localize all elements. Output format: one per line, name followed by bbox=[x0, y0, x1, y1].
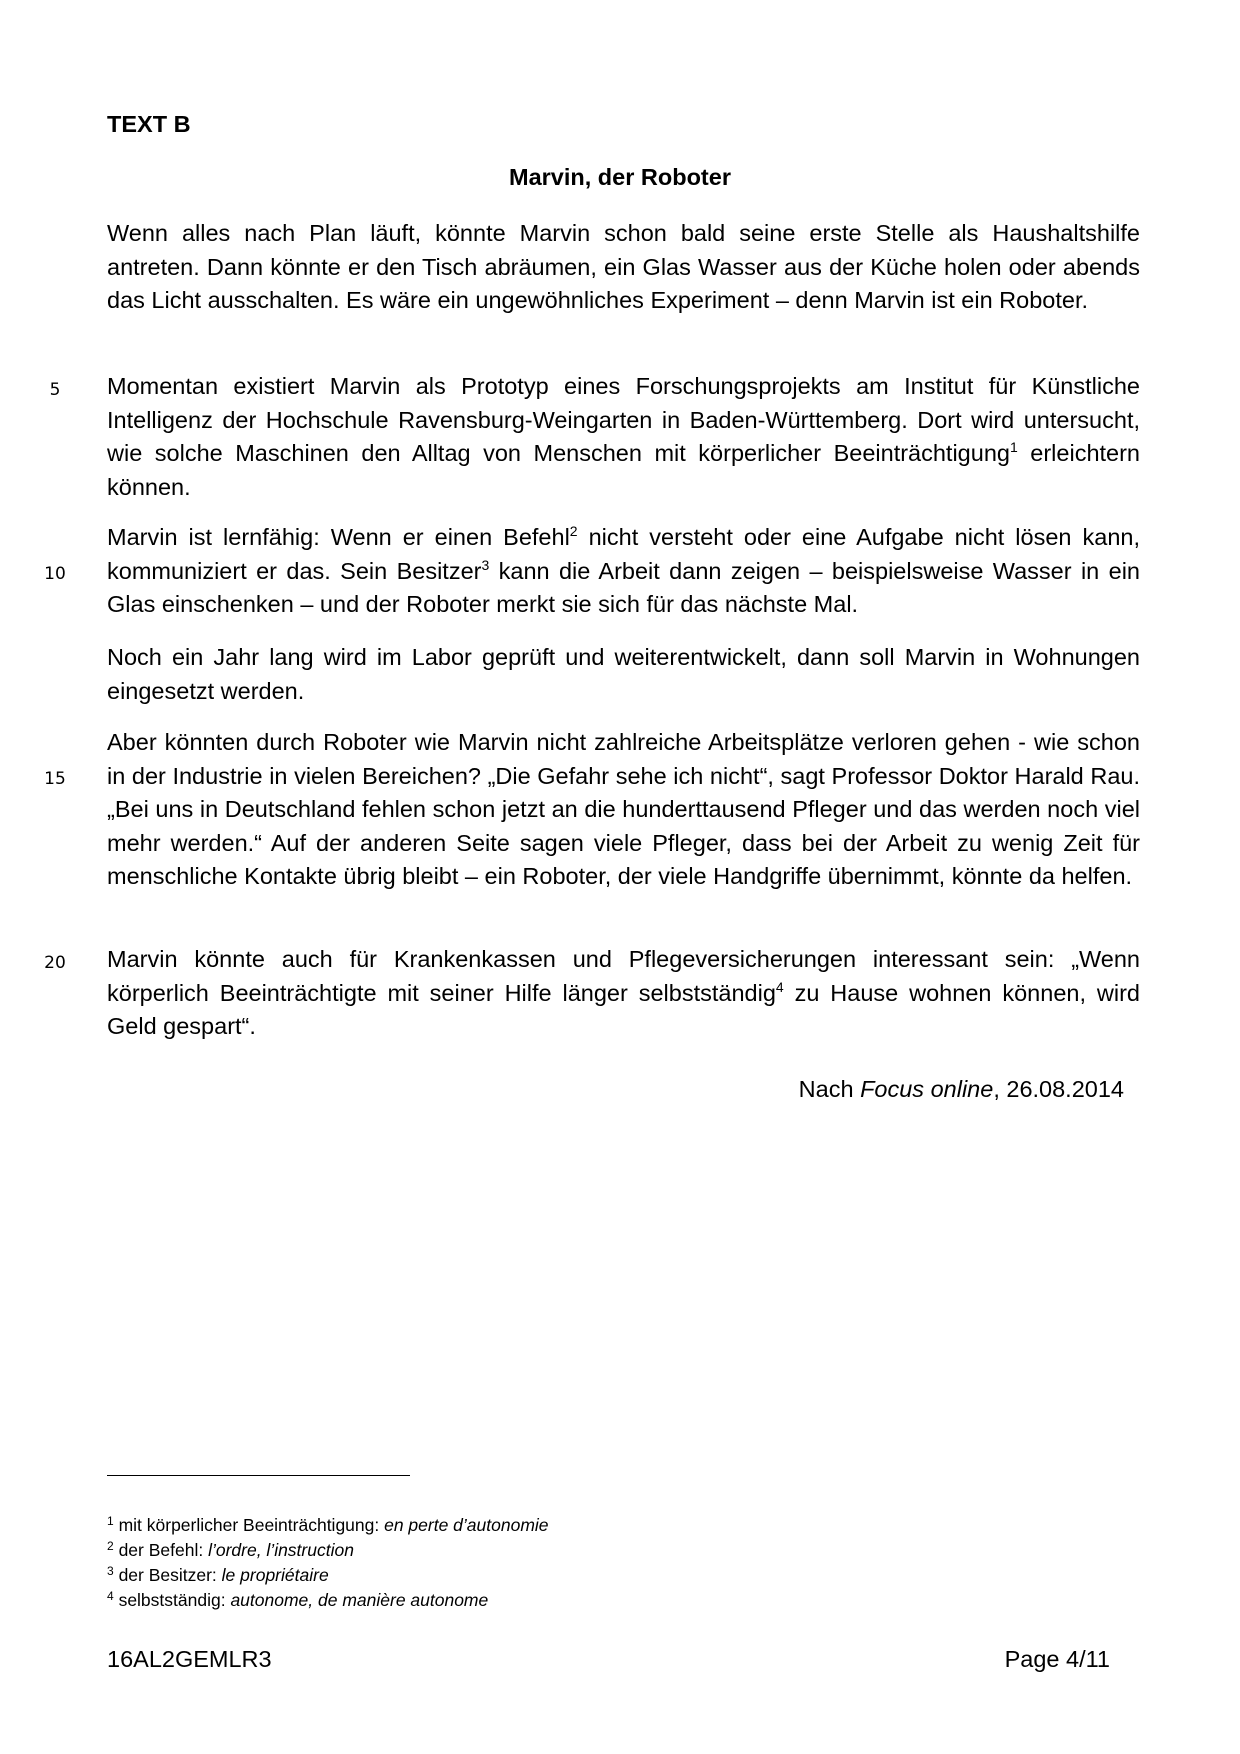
document-code: 16AL2GEMLR3 bbox=[107, 1646, 272, 1672]
source-prefix: Nach bbox=[798, 1076, 861, 1102]
paragraph-2 bbox=[107, 370, 1140, 504]
footnote-4 bbox=[107, 1588, 549, 1613]
line-number-15: 15 bbox=[44, 769, 66, 789]
paragraph-3 bbox=[107, 521, 1140, 622]
article-title: Marvin, der Roboter bbox=[509, 164, 731, 190]
paragraph-1: Wenn alles nach Plan läuft, könnte Marvin schon bald seine erste Stelle als Haushaltshilfe antreten. Dann könnte er den Tisch abräumen, ein Glas Wasser aus der Küche holen oder abends das Licht ausschalten. Es wäre ein ungewöhnliches Experiment – denn Marvin ist ein Roboter. bbox=[107, 220, 1140, 313]
paragraph-6 bbox=[107, 943, 1140, 1044]
paragraph-3-text-c: kann die Arbeit dann zeigen – beispielsweise Wasser in ein Glas einschenken – und der Roboter merkt sie sich für das nächste Mal. bbox=[107, 557, 1140, 617]
footnote-divider bbox=[107, 1475, 410, 1476]
footnote-number: 4 bbox=[107, 1589, 114, 1603]
footnote-number: 1 bbox=[107, 1514, 114, 1528]
footnote-translation: en perte d’autonomie bbox=[384, 1515, 549, 1535]
paragraph-4: Noch ein Jahr lang wird im Labor geprüft und weiterentwickelt, dann soll Marvin in Wohnungen eingesetzt werden. bbox=[107, 644, 1140, 704]
footnote-number: 3 bbox=[107, 1564, 114, 1578]
line-number-10: 10 bbox=[44, 564, 66, 584]
paragraph-3-text-b: nicht versteht oder eine Aufgabe nicht lösen kann, kommuniziert er das. Sein Besitzer bbox=[107, 524, 1140, 584]
source-citation bbox=[107, 1076, 1124, 1103]
footnote-marker-3: 3 bbox=[481, 556, 490, 573]
section-label: TEXT B bbox=[107, 111, 191, 137]
footnote-marker-4: 4 bbox=[775, 978, 784, 995]
page-number: Page 4/11 bbox=[1004, 1646, 1110, 1672]
footnote-term: der Besitzer: bbox=[118, 1565, 222, 1585]
line-number-5: 5 bbox=[49, 380, 61, 400]
paragraph-3-text-a: Marvin ist lernfähig: Wenn er einen Befehl bbox=[107, 524, 570, 550]
paragraph-5: Aber könnten durch Roboter wie Marvin nicht zahlreiche Arbeitsplätze verloren gehen - wie schon in der Industrie in vielen Bereichen? „Die Gefahr sehe ich nicht“, sagt Professor Doktor Harald Rau. „Bei uns in Deutschland fehlen schon jetzt an die hunderttausend Pfleger und das werden noch viel mehr werden.“ Auf der anderen Seite sagen viele Pfleger, dass bei der Arbeit zu wenig Zeit für menschliche Kontakte übrig bleibt – ein Roboter, der viele Handgriffe übernimmt, könnte da helfen. bbox=[107, 729, 1140, 889]
footnote-translation: autonome, de manière autonome bbox=[230, 1590, 489, 1610]
footnotes bbox=[107, 1513, 549, 1613]
line-number-20: 20 bbox=[44, 953, 66, 973]
paragraph-2-text-end: erleichtern können. bbox=[107, 440, 1141, 500]
paragraph-2-text: Momentan existiert Marvin als Prototyp eines Forschungsprojekts am Institut für Künstliche Intelligenz der Hochschule Ravensburg-Weingarten in Baden-Württemberg. Dort wird untersucht, wie solche Maschinen den Alltag von Menschen mit körperlicher Beeinträchtigung bbox=[107, 373, 1140, 466]
footnote-2 bbox=[107, 1538, 549, 1563]
footnote-translation: le propriétaire bbox=[221, 1565, 329, 1585]
footnote-term: selbstständig: bbox=[118, 1590, 231, 1610]
source-publication: Focus online bbox=[860, 1076, 994, 1102]
footnote-translation: l’ordre, l’instruction bbox=[208, 1540, 354, 1560]
footnote-3 bbox=[107, 1563, 549, 1588]
source-date: , 26.08.2014 bbox=[993, 1076, 1124, 1102]
footnote-marker-2: 2 bbox=[569, 523, 578, 539]
footnote-term: mit körperlicher Beeinträchtigung: bbox=[118, 1515, 385, 1535]
paragraph-6-text: Marvin könnte auch für Krankenkassen und Pflegeversicherungen interessant sein: „Wenn körperlich Beeinträchtigte mit seiner Hilfe länger selbstständig bbox=[107, 946, 1140, 1006]
footnote-number: 2 bbox=[107, 1539, 114, 1553]
footnote-1 bbox=[107, 1513, 549, 1538]
footnote-marker-1: 1 bbox=[1009, 439, 1018, 455]
paragraph-6-text-end: zu Hause wohnen können, wird Geld gespart“. bbox=[107, 979, 1140, 1039]
footnote-term: der Befehl: bbox=[118, 1540, 209, 1560]
